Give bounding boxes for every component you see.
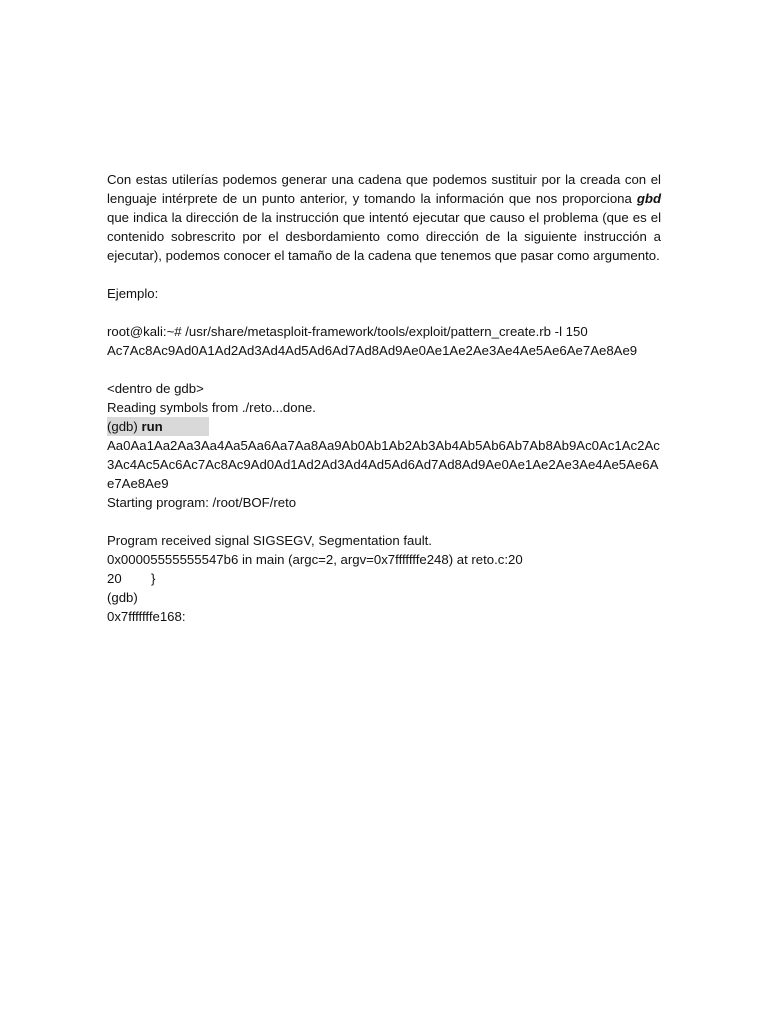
gdb-run-command: run: [141, 419, 163, 434]
gdb-starting-program: Starting program: /root/BOF/reto: [107, 495, 297, 510]
pattern-create-output: Ac7Ac8Ac9Ad0A1Ad2Ad3Ad4Ad5Ad6Ad7Ad8Ad9Ae0Ae1Ae2Ae3Ae4Ae5Ae6Ae7Ae8Ae9: [107, 343, 638, 358]
gdb-pattern-argument: Aa0Aa1Aa2Aa3Aa4Aa5Aa6Aa7Aa8Aa9Ab0Ab1Ab2Ab3Ab4Ab5Ab6Ab7Ab8Ab9Ac0Ac1Ac2Ac3Ac4Ac5Ac6Ac7Ac8Ac9Ad0Ad1Ad2Ad3Ad4Ad5Ad6Ad7Ad8Ad9Ae0Ae1Ae2Ae3Ae4Ae5Ae6Ae7Ae8Ae9: [107, 438, 660, 491]
pattern-create-command: root@kali:~# /usr/share/metasploit-framework/tools/exploit/pattern_create.rb -l 150: [107, 324, 588, 339]
gbd-emphasis: gbd: [636, 191, 661, 206]
document-page: [107, 170, 661, 626]
gdb-reading-symbols: Reading symbols from ./reto...done.: [107, 400, 316, 415]
source-line: [107, 569, 661, 588]
gdb-run-highlight: [107, 417, 209, 436]
stack-address: 0x7fffffffe168:: [107, 609, 186, 624]
example-label: Ejemplo:: [107, 286, 159, 301]
intro-paragraph: [107, 170, 661, 265]
gdb-run-line: [107, 417, 661, 436]
intro-text-part2: que indica la dirección de la instrucción que intentó ejecutar que causo el problema (que es el contenido sobrescrito por el desbordamiento como dirección de la siguiente instrucción a ejecutar), podemos conocer el tamaño de la cadena que tenemos que pasar como argumento.: [107, 210, 661, 263]
gdb-prompt: (gdb): [107, 419, 138, 434]
source-line-number: 20: [107, 571, 122, 586]
source-line-code: }: [151, 571, 156, 586]
crash-address-line: 0x00005555555547b6 in main (argc=2, argv=0x7fffffffe248) at reto.c:20: [107, 552, 523, 567]
gdb-prompt-final: (gdb): [107, 590, 138, 605]
intro-text-part1: Con estas utilerías podemos generar una cadena que podemos sustituir por la creada con el lenguaje intérprete de un punto anterior, y tomando la información que nos proporciona: [107, 172, 661, 206]
inside-gdb-note: <dentro de gdb>: [107, 381, 204, 396]
segfault-message: Program received signal SIGSEGV, Segmentation fault.: [107, 533, 432, 548]
